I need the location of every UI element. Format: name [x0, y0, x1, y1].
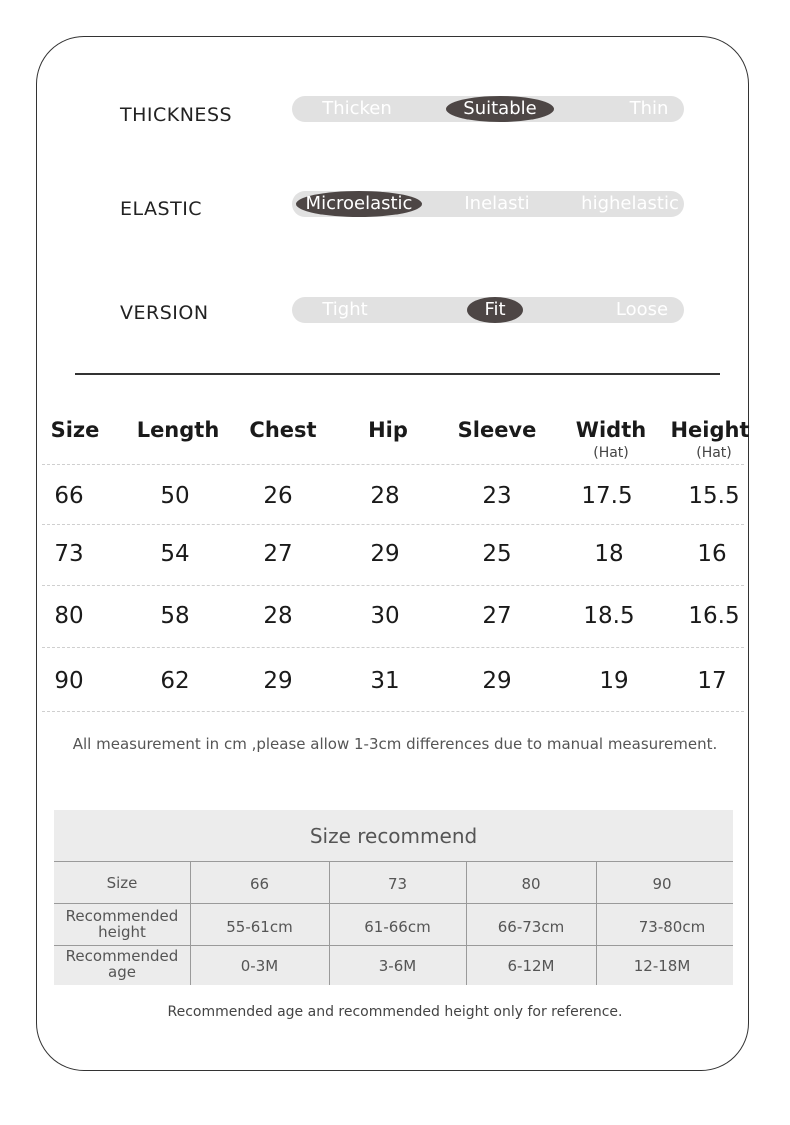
- thickness-label: THICKNESS: [120, 104, 233, 126]
- header-length: Length: [136, 418, 220, 442]
- version-row: [0, 297, 790, 325]
- rec-height: 55-61cm: [226, 918, 293, 936]
- cell-height: 17: [697, 668, 727, 694]
- thickness-row: [0, 96, 790, 124]
- size-recommend-table: [54, 810, 733, 985]
- cell-width: 18: [594, 541, 624, 567]
- option-loose: Loose: [615, 299, 669, 320]
- subheader-width-hat: (Hat): [593, 445, 629, 461]
- cell-length: 50: [160, 483, 190, 509]
- elastic-label: ELASTIC: [120, 198, 203, 220]
- option-suitable-selected: Suitable: [446, 96, 554, 122]
- option-thicken: Thicken: [322, 98, 392, 119]
- cell-sleeve: 27: [482, 603, 512, 629]
- rec-age: 6-12M: [507, 957, 555, 975]
- section-divider: [75, 373, 720, 375]
- cell-width: 17.5: [581, 483, 633, 509]
- cell-size: 80: [54, 603, 84, 629]
- size-label: Size: [106, 874, 138, 892]
- elastic-row: [0, 191, 790, 219]
- cell-chest: 28: [263, 603, 293, 629]
- cell-height: 15.5: [688, 483, 740, 509]
- recommended-height-label-line1: Recommended: [65, 907, 179, 925]
- header-sleeve: Sleeve: [457, 418, 537, 442]
- cell-chest: 29: [263, 668, 293, 694]
- cell-height: 16: [697, 541, 727, 567]
- cell-sleeve: 29: [482, 668, 512, 694]
- cell-size: 90: [54, 668, 84, 694]
- version-scale: [292, 297, 684, 323]
- subheader-height-hat: (Hat): [696, 445, 732, 461]
- row-divider: [42, 585, 744, 586]
- option-highelastic: highelastic: [581, 193, 679, 214]
- rec-height: 66-73cm: [497, 918, 565, 936]
- rec-size-80: 80: [521, 875, 541, 893]
- option-fit-selected: Fit: [467, 297, 523, 323]
- cell-length: 54: [160, 541, 190, 567]
- cell-sleeve: 23: [482, 483, 512, 509]
- cell-sleeve: 25: [482, 541, 512, 567]
- table-line: [54, 945, 733, 946]
- cell-length: 58: [160, 603, 190, 629]
- header-height: Height: [670, 418, 750, 442]
- cell-hip: 29: [370, 541, 400, 567]
- version-label: VERSION: [120, 302, 209, 324]
- cell-size: 73: [54, 541, 84, 567]
- reference-footnote: Recommended age and recommended height only for reference.: [167, 1004, 623, 1020]
- cell-hip: 30: [370, 603, 400, 629]
- option-tight: Tight: [322, 299, 368, 320]
- rec-age: 0-3M: [240, 957, 279, 975]
- thickness-scale: [292, 96, 684, 122]
- measurement-note: All measurement in cm ,please allow 1-3cm differences due to manual measurement.: [72, 735, 718, 753]
- cell-width: 19: [599, 668, 629, 694]
- rec-age: 12-18M: [633, 957, 691, 975]
- rec-size-66: 66: [249, 875, 270, 893]
- cell-chest: 26: [263, 483, 293, 509]
- header-chest: Chest: [249, 418, 317, 442]
- option-inelastic: Inelasti: [464, 193, 530, 214]
- rec-age: 3-6M: [378, 957, 417, 975]
- table-line: [54, 861, 733, 862]
- option-microelastic-selected: Microelastic: [296, 191, 422, 217]
- cell-size: 66: [54, 483, 84, 509]
- rec-size-90: 90: [652, 875, 672, 893]
- recommended-height-label-line2: height: [98, 923, 146, 941]
- row-divider: [42, 711, 744, 712]
- recommended-age-label-line1: Recommended: [65, 947, 179, 965]
- row-divider: [42, 524, 744, 525]
- cell-hip: 28: [370, 483, 400, 509]
- elastic-scale: [292, 191, 684, 217]
- cell-length: 62: [160, 668, 190, 694]
- recommended-age-label-line2: age: [108, 963, 136, 981]
- rec-size-73: 73: [387, 875, 408, 893]
- row-divider: [42, 464, 744, 465]
- rec-height: 73-80cm: [638, 918, 706, 936]
- header-size: Size: [50, 418, 100, 442]
- option-thin: Thin: [629, 98, 669, 119]
- header-width: Width: [575, 418, 647, 442]
- cell-hip: 31: [370, 668, 400, 694]
- table-line: [54, 903, 733, 904]
- cell-width: 18.5: [583, 603, 635, 629]
- recommend-title: Size recommend: [309, 824, 478, 848]
- cell-chest: 27: [263, 541, 293, 567]
- row-divider: [42, 647, 744, 648]
- header-hip: Hip: [368, 418, 408, 442]
- cell-height: 16.5: [688, 603, 740, 629]
- rec-height: 61-66cm: [364, 918, 431, 936]
